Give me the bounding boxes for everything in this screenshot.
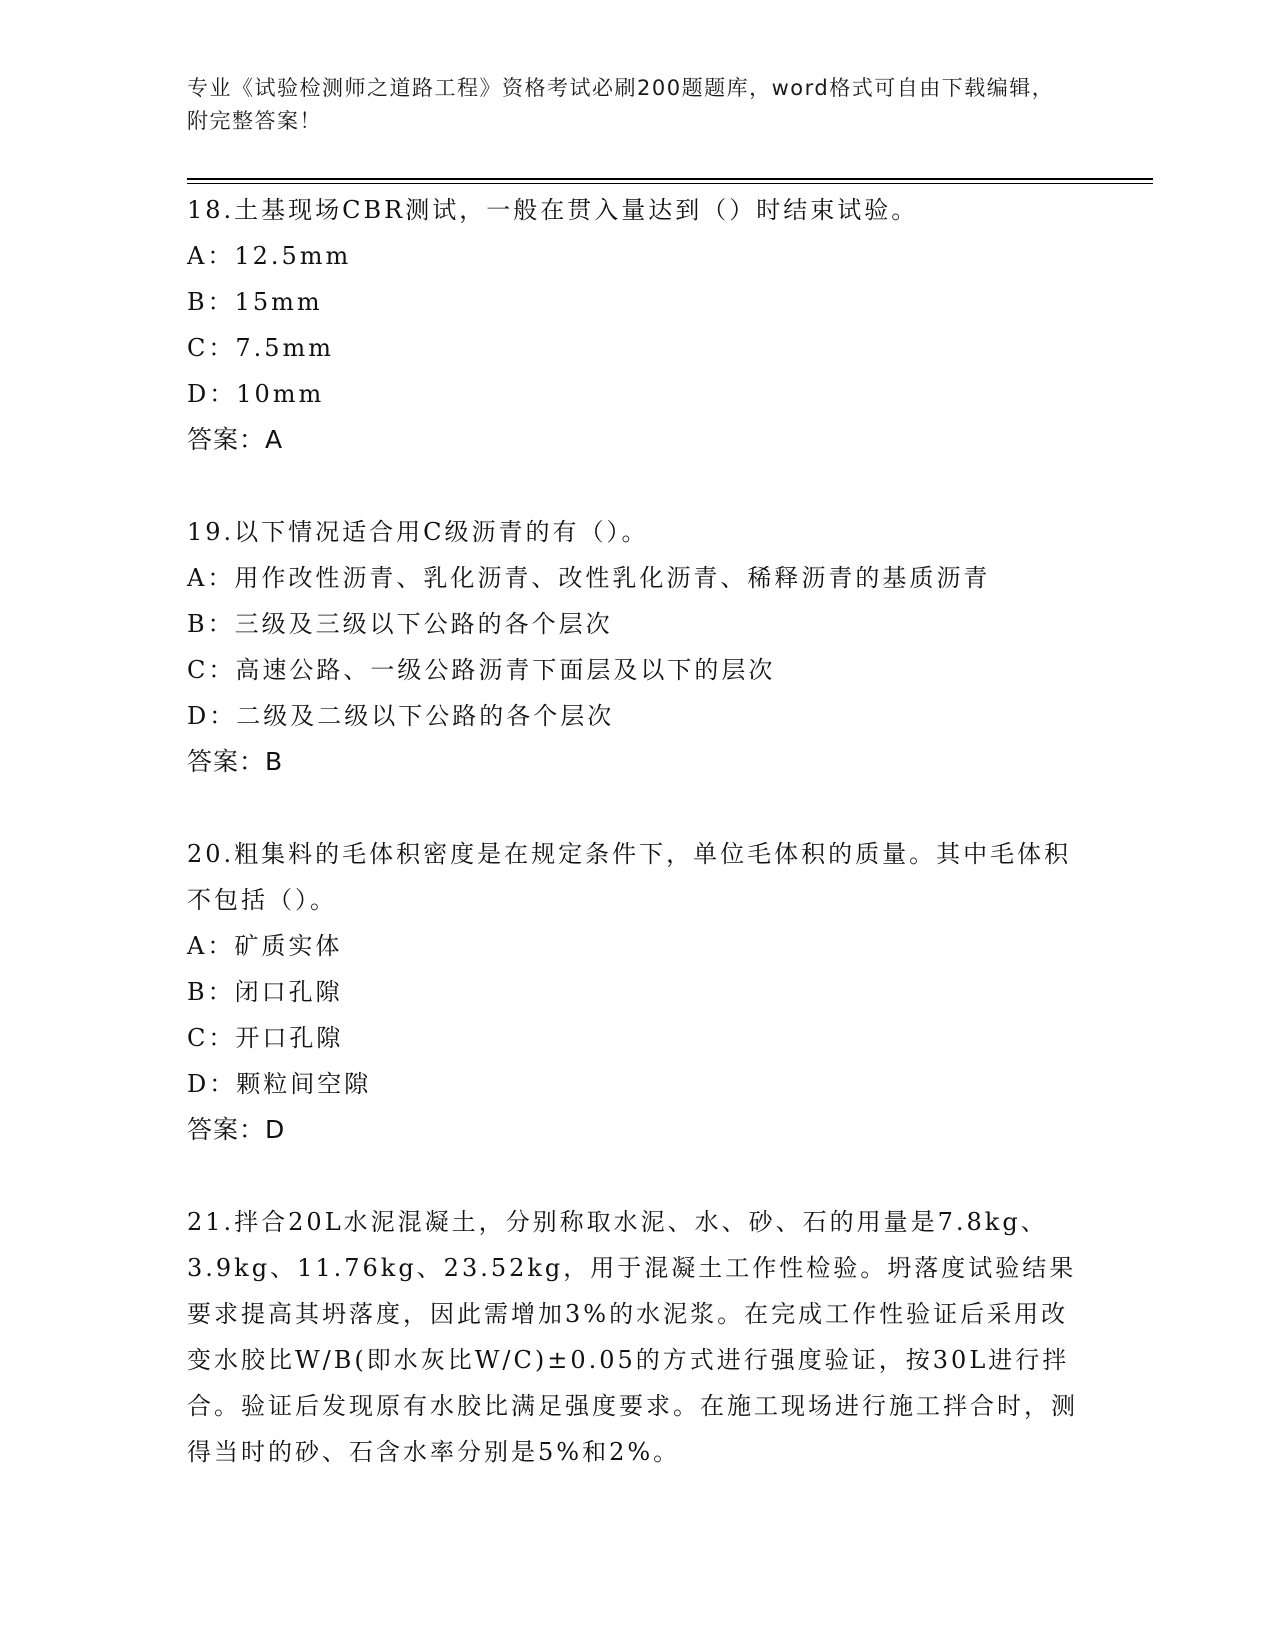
- option-c: C：高速公路、一级公路沥青下面层及以下的层次: [187, 656, 776, 684]
- option-a: A：用作改性沥青、乳化沥青、改性乳化沥青、稀释沥青的基质沥青: [187, 564, 991, 592]
- question-list: [187, 187, 1087, 1475]
- header-divider-thin: [187, 183, 1153, 184]
- option-d: D：二级及二级以下公路的各个层次: [187, 702, 615, 730]
- question-spacer: [187, 1153, 1087, 1199]
- option-b: B：闭口孔隙: [187, 978, 343, 1006]
- answer-line: 答案：D: [187, 1115, 286, 1144]
- question-stem: 21.拌合20L水泥混凝土，分别称取水泥、水、砂、石的用量是7.8kg、3.9kg、11.76kg、23.52kg，用于混凝土工作性检验。坍落度试验结果要求提高其坍落度，因此需增加3%的水泥浆。在完成工作性验证后采用改变水胶比W/B(即水灰比W/C)±0.05的方式进行强度验证，按30L进行拌合。验证后发现原有水胶比满足强度要求。在施工现场进行施工拌合时，测得当时的砂、石含水率分别是5%和2%。: [187, 1208, 1078, 1466]
- option-c: C：开口孔隙: [187, 1024, 344, 1052]
- question-stem: 19.以下情况适合用C级沥青的有（）。: [187, 518, 649, 546]
- question-stem: 18.土基现场CBR测试，一般在贯入量达到（）时结束试验。: [187, 196, 919, 224]
- option-d: D：10mm: [187, 380, 325, 408]
- question-19: [187, 509, 1087, 785]
- question-18: [187, 187, 1087, 463]
- question-stem: 20.粗集料的毛体积密度是在规定条件下，单位毛体积的质量。其中毛体积不包括（）。: [187, 840, 1072, 914]
- option-d: D：颗粒间空隙: [187, 1070, 372, 1098]
- header-divider-thick: [187, 178, 1153, 180]
- question-spacer: [187, 463, 1087, 509]
- question-spacer: [187, 785, 1087, 831]
- option-b: B：15mm: [187, 288, 323, 316]
- question-21: [187, 1199, 1087, 1475]
- document-intro: 专业《试验检测师之道路工程》资格考试必刷200题题库，word格式可自由下载编辑，附完整答案！: [187, 76, 1055, 133]
- answer-line: 答案：A: [187, 425, 284, 454]
- option-a: A：矿质实体: [187, 932, 343, 960]
- option-b: B：三级及三级以下公路的各个层次: [187, 610, 613, 638]
- option-a: A：12.5mm: [187, 242, 352, 270]
- question-20: [187, 831, 1087, 1153]
- option-c: C：7.5mm: [187, 334, 335, 362]
- answer-line: 答案：B: [187, 747, 284, 776]
